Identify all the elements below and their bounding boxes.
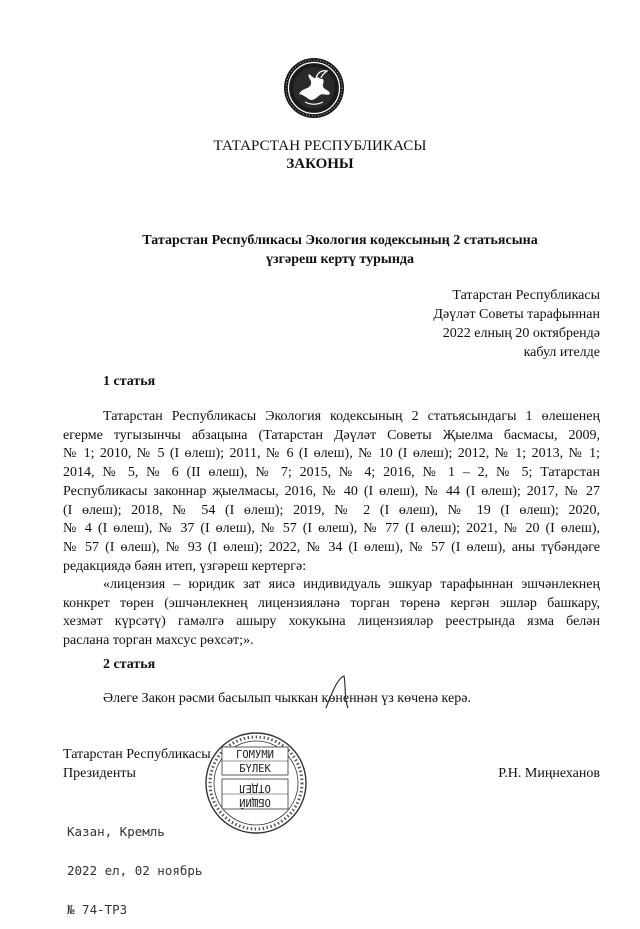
article2-heading: 2 статья <box>103 657 156 672</box>
footer-place: Казан, Кремль <box>67 824 165 839</box>
article1-paragraph1 <box>63 408 600 576</box>
article1-heading: 1 статья <box>103 374 156 389</box>
adoption-line: кабул ителде <box>523 345 600 360</box>
signature-mark-icon <box>322 672 362 712</box>
footer-date: 2022 ел, 02 ноябрь <box>67 863 203 878</box>
stamp-line3: ОБЩИЙ <box>239 796 271 808</box>
stamp-line2: БҮЛЕК <box>239 763 271 775</box>
adoption-line: Дәүләт Советы тарафыннан <box>433 307 600 322</box>
text-line: редакциядә бәян итеп, үзгәреш кертергә: <box>63 558 307 574</box>
official-stamp <box>188 727 318 845</box>
footer-number: № 74-ТРЗ <box>67 902 128 917</box>
stamp-seal-icon <box>188 727 318 845</box>
stamp-line1: ГОМУМИ <box>236 749 274 761</box>
text-line: 2014, № 5, № 6 (II өлеш), № 7; 2015, № 4; 2016, № 1 – 2, № 5; Татарстан <box>63 465 600 481</box>
adoption-line: 2022 елның 20 октябрендә <box>442 326 600 341</box>
law-title-line2: үзгәреш кертү турында <box>266 252 414 267</box>
text-line: хезмәт күрсәтү) гамәлгә ашыру хокукына лицензияләр реестрында язма белән <box>63 614 600 630</box>
text-line: (I өлеш); 2018, № 54 (I өлеш); 2019, № 2 (I өлеш), № 19 (I өлеш); 2020, <box>63 502 600 518</box>
text-line: «лицензия – юридик зат яисә индивидуаль эшкуар тарафыннан эшчәнлекнең <box>103 577 600 592</box>
signer-title-line1: Татарстан Республикасы <box>63 747 211 762</box>
text-line: конкрет төрен (эшчәнлекнең лицензияләнә торган төренә кергән эшләр башкару, <box>63 595 600 611</box>
adoption-line: Татарстан Республикасы <box>452 288 600 303</box>
signer-name: Р.Н. Миңнеханов <box>498 766 600 781</box>
header-republic: ТАТАРСТАН РЕСПУБЛИКАСЫ <box>213 138 427 154</box>
text-line: № 57 (I өлеш), № 93 (I өлеш); 2022, № 34 (I өлеш), № 57 (I өлеш), аны түбәндәге <box>63 539 600 555</box>
article2-text: Әлеге Закон рәсми басылып чыккан көненнән үз көченә керә. <box>103 691 471 706</box>
text-line: № 4 (I өлеш), № 37 (I өлеш), № 57 (I өлеш), № 77 (I өлеш); 2021, № 20 (I өлеш), <box>63 521 600 537</box>
stamp-line4: ОТДЕЛ <box>239 782 271 794</box>
article1-paragraph2 <box>63 576 600 651</box>
text-line: Татарстан Республикасы Экология кодексының 2 статьясындагы 1 өлешенең <box>103 409 600 424</box>
text-line: егерме тугызынчы абзацына (Татарстан Дәүләт Советы Җыелма басмасы, 2009, <box>63 427 600 443</box>
text-line: раслана торган махсус рөхсәт;». <box>63 633 254 649</box>
tatarstan-emblem-icon <box>283 57 345 119</box>
law-title-line1: Татарстан Республикасы Экология кодексының 2 статьясына <box>142 233 538 248</box>
signer-title-line2: Президенты <box>63 766 136 781</box>
adoption-block <box>433 286 600 362</box>
text-line: Республикасы законнар җыелмасы, 2016, № 40 (I өлеш), № 44 (I өлеш); 2017, № 27 <box>63 483 600 499</box>
text-line: № 1; 2010, № 5 (I өлеш); 2011, № 6 (I өлеш), № 10 (I өлеш); 2012, № 1; 2013, № 1; <box>63 446 600 462</box>
header-law: ЗАКОНЫ <box>286 156 354 172</box>
footer-place-date <box>67 799 202 929</box>
